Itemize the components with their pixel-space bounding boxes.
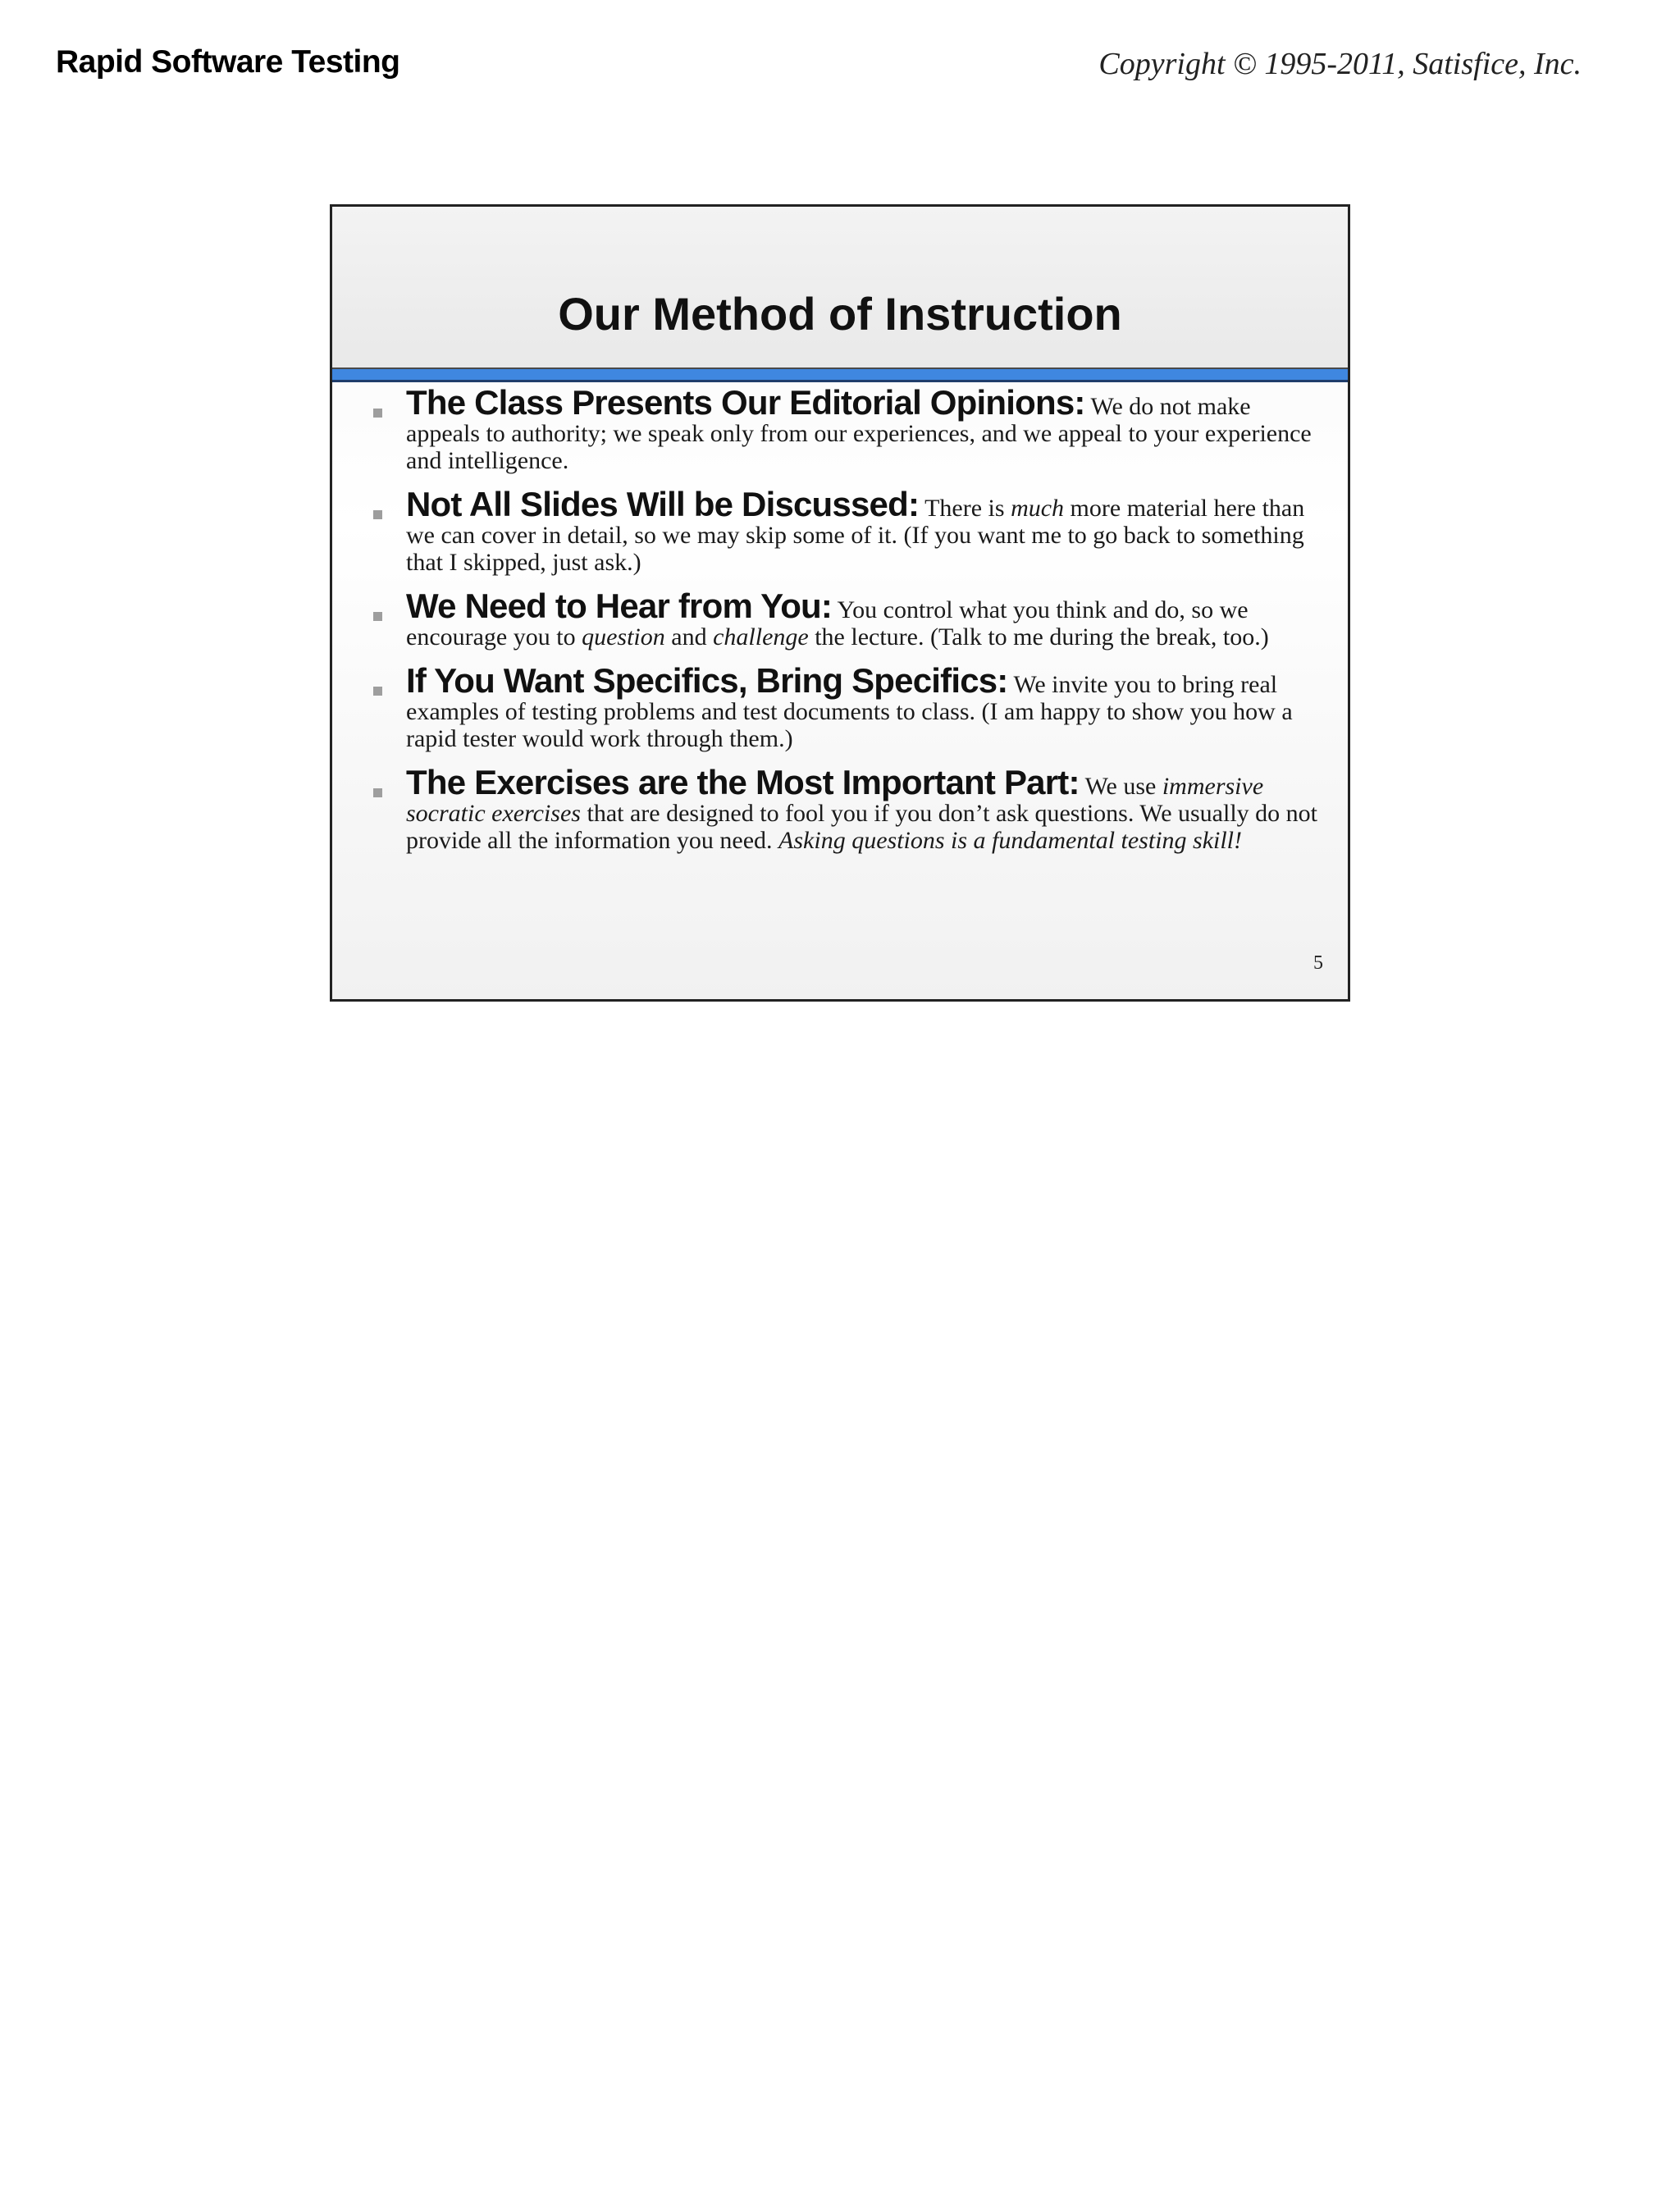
slide bbox=[330, 204, 1350, 1002]
page-header bbox=[0, 0, 1680, 115]
bullet-square-icon bbox=[373, 788, 382, 797]
bullet-square-icon bbox=[373, 612, 382, 621]
bullet-item bbox=[365, 763, 1325, 854]
emphasis-text: Asking questions is a fundamental testing skill! bbox=[778, 827, 1243, 854]
bullet-heading: The Exercises are the Most Important Part: bbox=[406, 763, 1080, 801]
slide-title: Our Method of Instruction bbox=[558, 288, 1122, 340]
body-text: We do not make appeals to authority; we speak only from our experiences, and we appeal to your experience and intelligence. bbox=[406, 393, 1312, 474]
bullet-list bbox=[365, 383, 1325, 870]
bullet-item bbox=[365, 383, 1325, 474]
emphasis-text: question bbox=[582, 623, 665, 651]
copyright-notice: Copyright © 1995-2011, Satisfice, Inc. bbox=[1098, 47, 1582, 81]
emphasis-text: immersive socratic exercises bbox=[406, 773, 1264, 827]
document-title: Rapid Software Testing bbox=[56, 44, 400, 80]
body-text: more material here than we can cover in detail, so we may skip some of it. (If you want me to go back to something that I skipped, just ask.) bbox=[406, 495, 1305, 576]
body-text: the lecture. (Talk to me during the break, too.) bbox=[808, 623, 1269, 651]
emphasis-text: much bbox=[1011, 495, 1065, 522]
body-text: You control what you think and do, so we encourage you to bbox=[406, 596, 1249, 651]
bullet-item bbox=[365, 587, 1325, 651]
bullet-heading: The Class Presents Our Editorial Opinions: bbox=[406, 383, 1085, 422]
slide-number: 5 bbox=[1313, 952, 1323, 974]
bullet-square-icon bbox=[373, 409, 382, 418]
title-divider bbox=[332, 369, 1348, 382]
emphasis-text: challenge bbox=[713, 623, 809, 651]
bullet-heading: Not All Slides Will be Discussed: bbox=[406, 485, 920, 523]
slide-title-band bbox=[332, 207, 1348, 370]
bullet-heading: We Need to Hear from You: bbox=[406, 587, 833, 625]
body-text: and bbox=[664, 623, 714, 651]
bullet-square-icon bbox=[373, 687, 382, 696]
bullet-square-icon bbox=[373, 510, 382, 519]
bullet-item bbox=[365, 661, 1325, 752]
body-text: We use bbox=[1079, 773, 1162, 800]
body-text: We invite you to bring real examples of testing problems and test documents to class. (I am happy to show you how a rapid tester would work through them.) bbox=[406, 671, 1293, 752]
body-text: There is bbox=[919, 495, 1011, 522]
body-text: that are designed to fool you if you don’t ask questions. We usually do not provide all the information you need. bbox=[406, 800, 1318, 854]
bullet-heading: If You Want Specifics, Bring Specifics: bbox=[406, 661, 1008, 700]
bullet-item bbox=[365, 485, 1325, 576]
